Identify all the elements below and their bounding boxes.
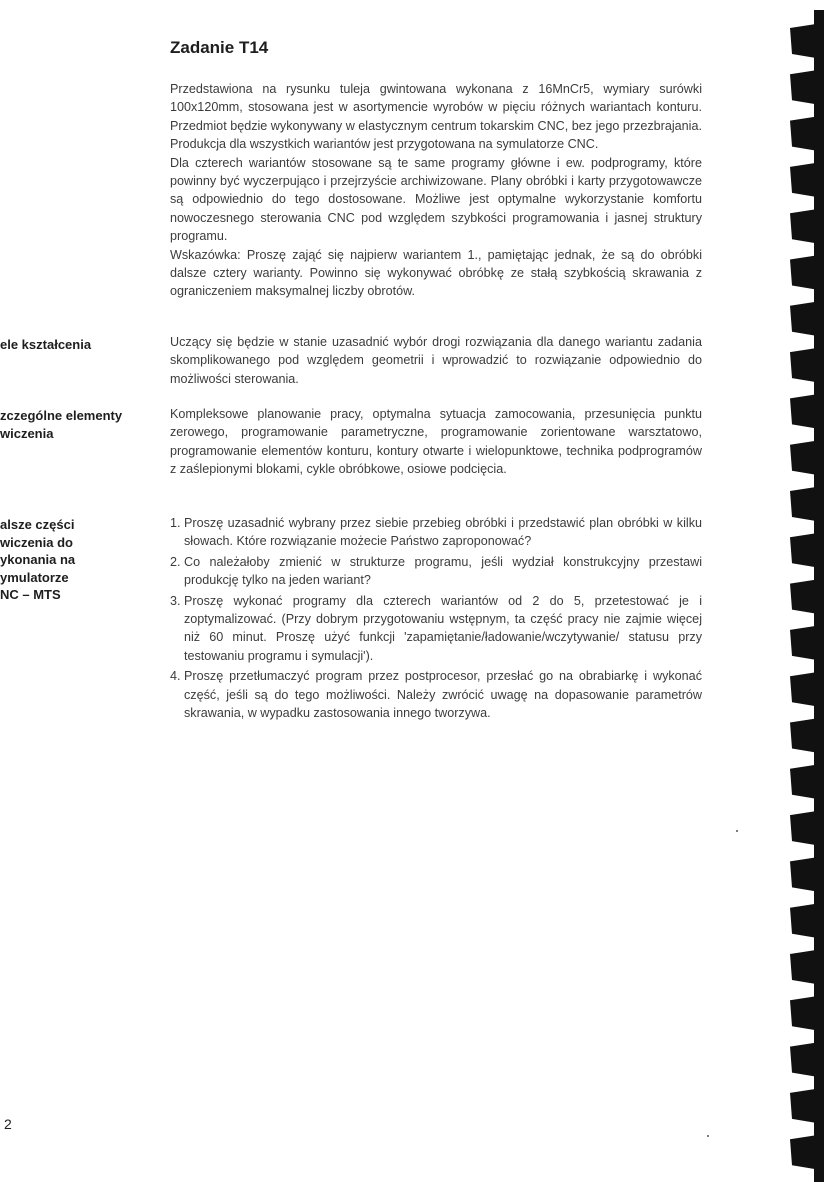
list-item-text: Proszę wykonać programy dla czterech wariantów od 2 do 5, przetestować je i zoptymalizować. (Przy dobrym przygotowaniu wstępnym, ta część pracy nie zajmie więcej niż 60 minut. Proszę użyć funkcji 'zapamiętanie/ładowanie/wczytywanie/ statusu przy testowaniu programu i symulacji'). [184,593,702,663]
binding-tooth [790,394,816,428]
section-label-goals: ele kształcenia [0,337,92,352]
binding-tooth [790,348,816,382]
binding-tooth [790,811,816,845]
intro-paragraph: Przedstawiona na rysunku tuleja gwintowana wykonana z 16MnCr5, wymiary surówki 100x120mm, stosowana jest w asortymencie wyrobów w pięciu różnych wariantach konturu. Przedmiot będzie wykonywany w elastycznym centrum tokarskim CNC, bez jego przezbrajania. Produkcja dla wszystkich wariantów jest przygotowana na symulatorze CNC. [170,82,702,152]
list-item-number: 3. [170,593,181,608]
list-item [170,667,702,722]
list-item [170,514,702,551]
binding-tooth [790,857,816,891]
list-item-text: Proszę przetłumaczyć program przez postprocesor, przesłać go na obrabiarkę i wykonać część, jeśli są do tego możliwości. Należy zwrócić uwagę na dopasowanie parametrów skrawania, w wypadku zastosowania innego tworzywa. [184,669,702,721]
binding-tooth [790,765,816,799]
binding-tooth [790,1043,816,1077]
binding-tooth [790,163,816,197]
list-item-number: 4. [170,669,181,684]
page-title: Zadanie T14 [170,38,269,57]
scan-speck [736,830,738,832]
binding-tooth [790,70,816,104]
binding-tooth [790,626,816,660]
page-number: 2 [4,1116,12,1132]
scan-speck [707,1135,709,1137]
binding-tooth [790,1089,816,1123]
section-label-further-parts: alsze części wiczenia do ykonania na ymulatorze NC – MTS [0,517,76,602]
list-item [170,553,702,590]
binding-tooth [790,302,816,336]
spiral-binding-edge [776,0,824,1182]
binding-tooth [790,996,816,1030]
binding-tooth [790,672,816,706]
binding-tooth [790,24,816,58]
binding-tooth [790,1135,816,1169]
section-label-elements: zczególne elementy wiczenia [0,408,123,441]
binding-tooth [790,487,816,521]
list-item-number: 1. [170,516,181,530]
binding-tooth [790,904,816,938]
exercise-list [170,514,702,724]
binding-tooth [790,580,816,614]
binding-tooth [790,209,816,243]
intro-text [170,80,702,301]
binding-tooth [790,533,816,567]
intro-paragraph: Dla czterech wariantów stosowane są te same programy główne i ew. podprogramy, które powinny być wyczerpująco i przejrzyście archiwizowane. Plany obróbki i karty przygotowawcze są odpowiednio do tego dostosowane. Możliwe jest optymalne wykorzystanie komfortu nowoczesnego sterowania CNC pod względem szybkości programowania i jasnej struktury programu. [170,155,702,244]
list-item-text: Co należałoby zmienić w strukturze programu, jeśli wydział konstrukcyjny przestawi produkcję tylko na jeden wariant? [184,554,702,588]
binding-tooth [790,950,816,984]
list-item [170,592,702,666]
list-item-text: Proszę uzasadnić wybrany przez siebie przebieg obróbki i przedstawić plan obróbki w kilku słowach. Które rozwiązanie możecie Państwo zaproponować? [184,516,702,549]
intro-paragraph: Wskazówka: Proszę zająć się najpierw wariantem 1., pamiętając jednak, że są do obróbki dalsze cztery warianty. Powinno się wykonywać obróbkę ze stałą szybkością skrawania z ograniczeniem maksymalnej liczby obrotów. [170,247,702,299]
section-body-elements: Kompleksowe planowanie pracy, optymalna sytuacja zamocowania, przesunięcia punktu zerowego, programowanie parametryczne, programowanie zorientowane warsztatowo, programowanie elementów konturu, kontury otwarte i wielopunktowe, technika podprogramów z zaślepionymi blokami, cykle obróbkowe, osiowe podcięcia. [170,407,702,477]
binding-tooth [790,256,816,290]
list-item-number: 2. [170,554,181,569]
binding-tooth [790,719,816,753]
section-body-goals: Uczący się będzie w stanie uzasadnić wybór drogi rozwiązania dla danego wariantu zadania skomplikowanego pod względem geometrii i wprowadzić to rozwiązanie odpowiednio do możliwości sterowania. [170,335,702,386]
binding-tooth [790,441,816,475]
binding-tooth [790,117,816,151]
